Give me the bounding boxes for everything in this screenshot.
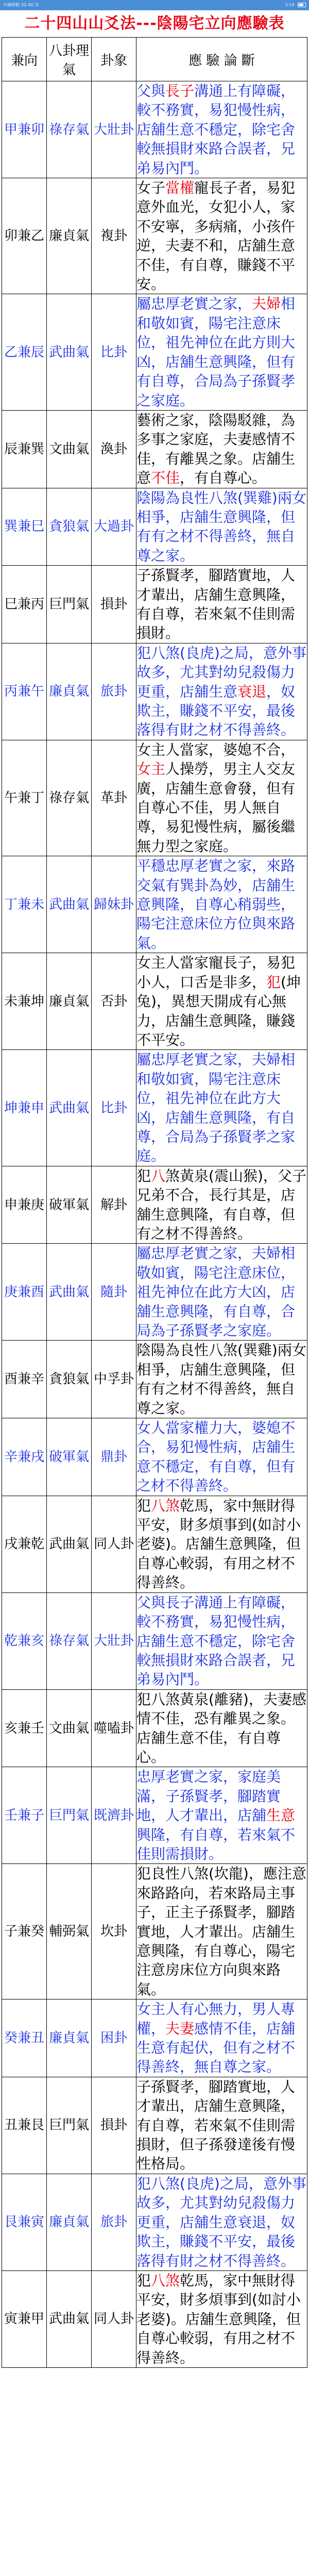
cell-yingyan	[136, 1418, 307, 1496]
carrier-text: 中國移動 2G 4G ☰	[3, 3, 39, 7]
cell-yingyan	[136, 1166, 307, 1244]
cell-guaxiang: 否卦	[92, 953, 136, 1050]
table-row	[2, 856, 307, 953]
desc-text: 煞黃泉(震山猴)，父子兄弟不合，長行其是，店舖生意興隆，有自尊，但有之材不得善終。	[136, 1167, 306, 1242]
cell-liqi: 廉貞氣	[47, 643, 92, 740]
header-bagua-liqi: 八卦理氣	[47, 38, 92, 81]
cell-liqi: 武曲氣	[47, 2270, 92, 2367]
table-row	[2, 178, 307, 294]
cell-jianxiang: 辰兼巽	[2, 410, 47, 488]
cell-yingyan	[136, 294, 307, 410]
cell-liqi: 祿存氣	[47, 81, 92, 178]
cell-guaxiang: 損卦	[92, 566, 136, 643]
cell-yingyan	[136, 1341, 307, 1418]
table-row	[2, 1166, 307, 1244]
cell-jianxiang: 酉兼辛	[2, 1341, 47, 1418]
cell-yingyan	[136, 643, 307, 740]
cell-liqi: 輔弼氣	[47, 1864, 92, 1999]
table-row	[2, 1244, 307, 1341]
cell-liqi: 巨門氣	[47, 2077, 92, 2174]
cell-guaxiang: 比卦	[92, 1050, 136, 1166]
desc-text: 女主人當家，婆媳不合，	[136, 741, 296, 758]
desc-text: 女子	[136, 179, 166, 197]
cell-jianxiang: 艮兼寅	[2, 2174, 47, 2270]
table-row	[2, 1689, 307, 1767]
cell-jianxiang: 子兼癸	[2, 1864, 47, 1999]
cell-guaxiang: 旅卦	[92, 643, 136, 740]
cell-liqi: 廉貞氣	[47, 2174, 92, 2270]
cell-liqi: 廉貞氣	[47, 178, 92, 294]
cell-guaxiang: 困卦	[92, 1999, 136, 2077]
desc-text: 陰陽為良性八煞(巽雞)兩女相爭，店舖生意興隆，但有有之材不得善終，無自尊之家。	[136, 489, 306, 564]
desc-text: 陰陽為良性八煞(巽雞)兩女相爭，店舖生意興隆，但有有之材不得善終，無自尊之家。	[136, 1342, 306, 1417]
table-row	[2, 953, 307, 1050]
table-row	[2, 740, 307, 856]
cell-liqi: 武曲氣	[47, 1050, 92, 1166]
cell-jianxiang: 申兼庚	[2, 1166, 47, 1244]
desc-text: 寵長子者，易犯意外血光，女犯小人，家不安寧，多病痛，小孩仵逆，夫妻不和，店舖生意不佳，有自尊，賺錢不平安。	[136, 179, 296, 293]
cell-guaxiang: 既濟卦	[92, 1767, 136, 1864]
desc-text: 平穩忠厚老實之家，來路交氣有巽卦為妙，店舖生意興隆，自尊心稍弱些，陽宅注意床位方位與來路氣。	[136, 857, 296, 952]
highlight-text: 長子	[165, 82, 195, 99]
desc-text: 女人當家權力大，婆媳不合，易犯慢性病，店舖生意不穩定，有自尊，但有之材不得善終。	[136, 1419, 296, 1495]
cell-guaxiang: 隨卦	[92, 1244, 136, 1341]
cell-guaxiang: 同人卦	[92, 2270, 136, 2367]
cell-yingyan	[136, 1592, 307, 1689]
desc-text: 犯	[136, 1497, 151, 1514]
cell-liqi: 貪狼氣	[47, 1341, 92, 1418]
battery-icon	[298, 3, 306, 7]
highlight-text: 生意	[266, 1807, 296, 1824]
cell-liqi: 廉貞氣	[47, 1999, 92, 2077]
table-header-row	[2, 38, 307, 81]
highlight-text: 衰退	[237, 683, 267, 700]
cell-yingyan	[136, 2270, 307, 2367]
desc-text: 犯八煞黃泉(離豬)，夫妻感情不佳，恐有離異之象。店舖生意不佳，有自尊心。	[136, 1690, 306, 1766]
cell-guaxiang: 複卦	[92, 178, 136, 294]
cell-guaxiang: 坎卦	[92, 1864, 136, 1999]
cell-jianxiang: 癸兼丑	[2, 1999, 47, 2077]
table-row	[2, 1341, 307, 1418]
cell-jianxiang: 壬兼子	[2, 1767, 47, 1864]
desc-text: 犯八煞(良虎)之局，意外事故多，尤其對幼兒殺傷力更重，店舖生意衰退，奴欺主，賺錢不平安，最後落得有財之材不得善終。	[136, 2175, 306, 2269]
highlight-text: 八煞	[151, 1497, 180, 1514]
cell-jianxiang: 乾兼亥	[2, 1592, 47, 1689]
cell-yingyan	[136, 2174, 307, 2270]
cell-yingyan	[136, 856, 307, 953]
cell-yingyan	[136, 1767, 307, 1864]
cell-liqi: 破軍氣	[47, 1166, 92, 1244]
table-row	[2, 2270, 307, 2367]
cell-jianxiang: 丁兼未	[2, 856, 47, 953]
table-row	[2, 410, 307, 488]
cell-guaxiang: 損卦	[92, 2077, 136, 2174]
desc-text: 父與	[136, 82, 166, 99]
cell-liqi: 武曲氣	[47, 1496, 92, 1592]
cell-liqi: 祿存氣	[47, 1592, 92, 1689]
highlight-text: 八煞	[151, 2272, 180, 2289]
cell-yingyan	[136, 81, 307, 178]
desc-text: 乾馬，家中無財得平安，財多煩事到(如討小老婆)。店舖生意興隆，但自尊心較弱，有用之材不得善終。	[136, 1497, 301, 1591]
table-row	[2, 2077, 307, 2174]
desc-text: 溝通上有障礙，較不務實，易犯慢性病，店舖生意不穩定，除宅舍較無損財來路合誤者，兄弟易內鬥。	[136, 82, 296, 177]
header-yingyan: 應 驗 論 斷	[136, 38, 307, 81]
highlight-text: 當權	[165, 179, 195, 197]
header-jianxiang: 兼向	[2, 38, 47, 81]
desc-text: 藝術之家，陰陽駁雜，為多事之家庭，夫妻感情不佳，有離異之象。店舖生意	[136, 411, 296, 487]
cell-guaxiang: 革卦	[92, 740, 136, 856]
cell-jianxiang: 辛兼戌	[2, 1418, 47, 1496]
desc-text: 犯	[136, 1167, 151, 1184]
cell-yingyan	[136, 1689, 307, 1767]
table-row	[2, 1864, 307, 1999]
highlight-text: 夫婦	[252, 295, 281, 313]
cell-jianxiang: 坤兼申	[2, 1050, 47, 1166]
cell-guaxiang: 大壯卦	[92, 1592, 136, 1689]
desc-text: 感情不佳，店舖生意有起伏，但有之材不得善終，無自尊之家。	[136, 2020, 296, 2076]
cell-jianxiang: 庚兼酉	[2, 1244, 47, 1341]
desc-text: 屬忠厚老實之家，夫婦相和敬如賓，陽宅注意床位，祖先神位在此方大凶，店舖生意興隆，有自尊，合局為子孫賢孝之家庭。	[136, 1051, 296, 1165]
cell-liqi: 巨門氣	[47, 566, 92, 643]
desc-text: (坤兔)，異想天開成有心無力，店舖生意興隆，賺錢不平安。	[136, 973, 301, 1048]
cell-liqi: 貪狼氣	[47, 488, 92, 566]
table-row	[2, 1496, 307, 1592]
desc-text: 乾馬，家中無財得平安，財多煩事到(如討小老婆)。店舖生意興隆，但自尊心較弱，有用之材不得善終。	[136, 2272, 301, 2366]
desc-text: 犯八煞(良虎)之局，意外事故多，尤其對幼兒殺傷力更重，店舖生意	[136, 644, 306, 700]
cell-liqi: 巨門氣	[47, 1767, 92, 1864]
cell-yingyan	[136, 1496, 307, 1592]
desc-text: 犯	[136, 2272, 151, 2289]
cell-guaxiang: 解卦	[92, 1166, 136, 1244]
cell-jianxiang: 午兼丁	[2, 740, 47, 856]
highlight-text: 女主	[136, 760, 166, 778]
cell-liqi: 廉貞氣	[47, 953, 92, 1050]
cell-guaxiang: 大壯卦	[92, 81, 136, 178]
cell-liqi: 破軍氣	[47, 1418, 92, 1496]
cell-liqi: 文曲氣	[47, 410, 92, 488]
cell-liqi: 武曲氣	[47, 1244, 92, 1341]
cell-jianxiang: 卯兼乙	[2, 178, 47, 294]
cell-liqi: 武曲氣	[47, 294, 92, 410]
cell-guaxiang: 鼎卦	[92, 1418, 136, 1496]
desc-text: 子孫賢孝，腳踏實地，人才輩出，店舖生意興隆，有自尊，若來氣不佳則需損財，但子孫發達後有慢性格局。	[136, 2078, 296, 2173]
cell-yingyan	[136, 1864, 307, 1999]
desc-text: 父與長子溝通上有障礙，較不務實，易犯慢性病，店舖生意不穩定，除宅舍較無損財來路合誤者，兄弟易內鬥。	[136, 1594, 296, 1688]
table-row	[2, 566, 307, 643]
desc-text: ，奴欺主，賺錢不平安，最後落得有財之材不得善終。	[136, 683, 296, 739]
cell-yingyan	[136, 488, 307, 566]
table-row	[2, 1418, 307, 1496]
desc-text: 忠厚老實之家，家庭美滿，子孫賢孝，腳踏實地，人才輩出，店舖	[136, 1768, 281, 1824]
cell-yingyan	[136, 1050, 307, 1166]
status-bar	[0, 0, 309, 10]
cell-jianxiang: 丑兼艮	[2, 2077, 47, 2174]
desc-text: 興隆，有自尊，若來氣不佳則需損財。	[136, 1826, 296, 1862]
cell-yingyan	[136, 1999, 307, 2077]
highlight-text: 犯	[266, 973, 281, 991]
cell-guaxiang: 比卦	[92, 294, 136, 410]
fengshui-table	[2, 37, 307, 2368]
cell-yingyan	[136, 1244, 307, 1341]
desc-text: 子孫賢孝，腳踏實地，人才輩出，店舖生意興隆，有自尊，若來氣不佳則需損財。	[136, 567, 296, 642]
cell-jianxiang: 乙兼辰	[2, 294, 47, 410]
cell-guaxiang: 中孚卦	[92, 1341, 136, 1418]
cell-guaxiang: 噬嗑卦	[92, 1689, 136, 1767]
desc-text: ，有自尊心。	[180, 469, 267, 487]
cell-jianxiang: 巽兼巳	[2, 488, 47, 566]
table-row	[2, 488, 307, 566]
cell-yingyan	[136, 410, 307, 488]
desc-text: 犯良性八煞(坎龍)，應注意來路路向，若來路局主事子，正主子孫賢孝，腳踏實地，人才輩出。店舖生意興隆，有自尊心，陽宅注意房床位方向與來路氣。	[136, 1865, 306, 1998]
highlight-text: 不佳	[151, 469, 180, 487]
cell-guaxiang: 歸妹卦	[92, 856, 136, 953]
cell-jianxiang: 未兼坤	[2, 953, 47, 1050]
desc-text: 人操勞，男主人交友廣，店舖生意會發，但有自尊心不佳，男人無自尊，易犯慢性病，屬後繼無力型之家庭。	[136, 760, 296, 855]
table-row	[2, 1767, 307, 1864]
table-row	[2, 1999, 307, 2077]
table-row	[2, 2174, 307, 2270]
header-guaxiang: 卦象	[92, 38, 136, 81]
time-label: 3:19	[285, 3, 295, 7]
cell-yingyan	[136, 953, 307, 1050]
cell-jianxiang: 寅兼甲	[2, 2270, 47, 2367]
desc-text: 相和敬如賓，陽宅注意床位，祖先神位在此方則大凶，店舖生意興隆，但有有自尊，合局為子孫賢孝之家庭。	[136, 295, 296, 409]
cell-yingyan	[136, 740, 307, 856]
cell-guaxiang: 渙卦	[92, 410, 136, 488]
desc-text: 屬忠厚老實之家，	[136, 295, 252, 313]
cell-liqi: 武曲氣	[47, 856, 92, 953]
cell-guaxiang: 大過卦	[92, 488, 136, 566]
table-row	[2, 294, 307, 410]
table-row	[2, 81, 307, 178]
page-title: 二十四山山爻法---陰陽宅立向應驗表	[24, 14, 285, 32]
highlight-text: 八	[151, 1167, 166, 1184]
cell-liqi: 祿存氣	[47, 740, 92, 856]
cell-yingyan	[136, 2077, 307, 2174]
cell-jianxiang: 甲兼卯	[2, 81, 47, 178]
cell-guaxiang: 旅卦	[92, 2174, 136, 2270]
table-row	[2, 1050, 307, 1166]
highlight-text: 夫妻	[165, 2020, 195, 2037]
cell-jianxiang: 亥兼壬	[2, 1689, 47, 1767]
table-row	[2, 643, 307, 740]
cell-jianxiang: 丙兼午	[2, 643, 47, 740]
cell-yingyan	[136, 566, 307, 643]
table-row	[2, 1592, 307, 1689]
cell-jianxiang: 戌兼乾	[2, 1496, 47, 1592]
clock-text	[285, 0, 306, 10]
desc-text: 女主人當家寵長子，易犯小人，口舌是非多，	[136, 954, 296, 991]
cell-liqi: 文曲氣	[47, 1689, 92, 1767]
cell-guaxiang: 同人卦	[92, 1496, 136, 1592]
desc-text: 女主人有心無力，男人專權，	[136, 2001, 296, 2037]
cell-yingyan	[136, 178, 307, 294]
cell-jianxiang: 巳兼丙	[2, 566, 47, 643]
desc-text: 屬忠厚老實之家，夫婦相敬如賓，陽宅注意床位，祖先神位在此方大凶，店舖生意興隆，有自尊，合局為子孫賢孝之家庭。	[136, 1245, 296, 1339]
table-body	[2, 81, 307, 2368]
